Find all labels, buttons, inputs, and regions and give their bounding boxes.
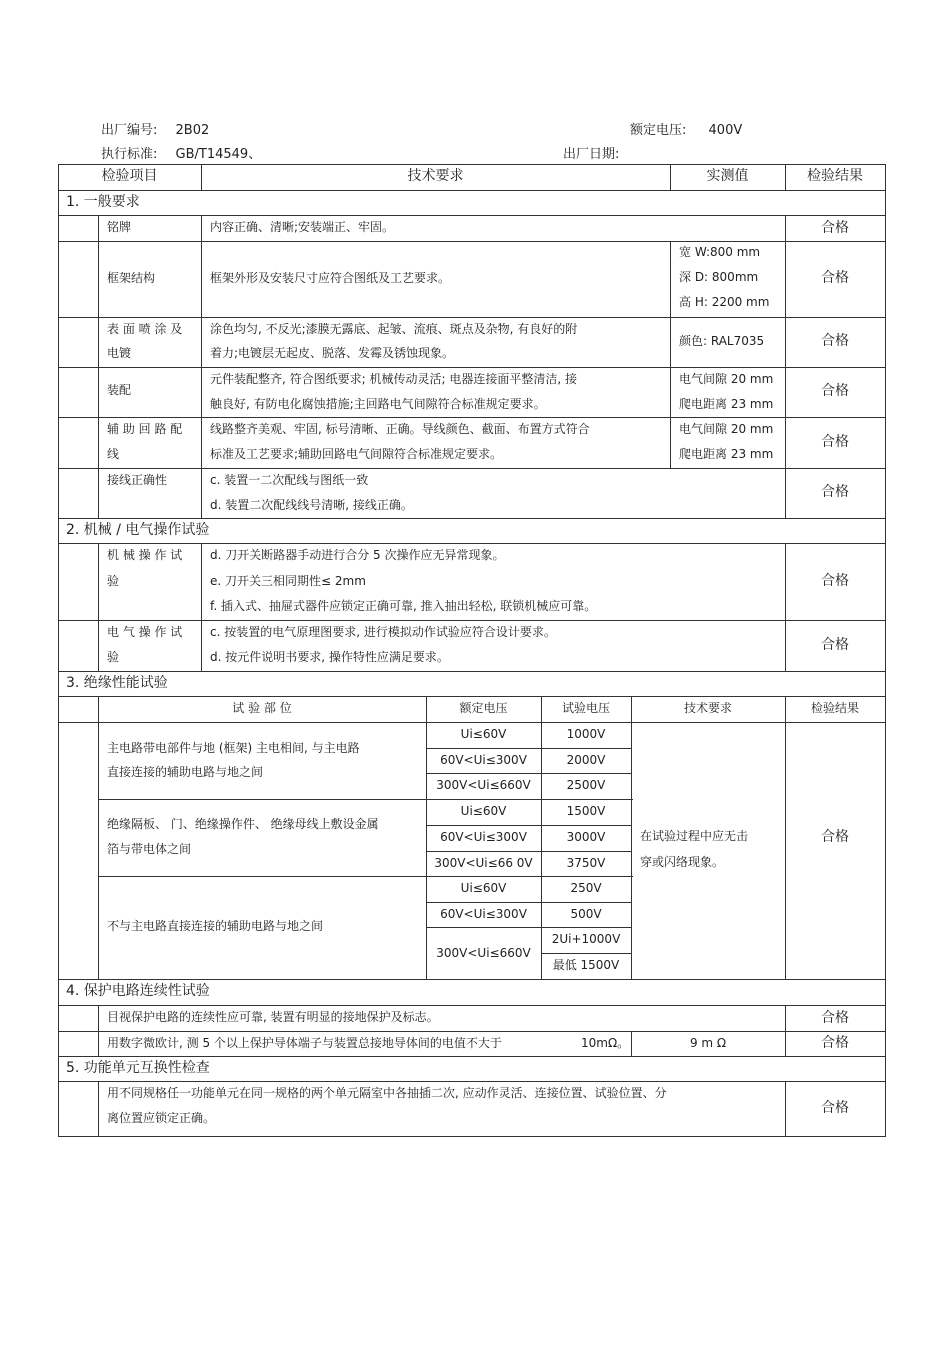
rated-voltage-row: [630, 119, 742, 138]
mech-op-req-1: d. 刀开关断路器手动进行合分 5 次操作应无异常现象。: [210, 548, 505, 562]
elec-op-label-2: 验: [107, 650, 120, 664]
insul-result: 合格: [821, 829, 849, 845]
elec-op-result: 合格: [821, 637, 849, 653]
wiring-correct-label: 接线正确性: [107, 473, 168, 487]
insul-g3-rated-1: Ui≤60V: [460, 881, 507, 895]
standard-value: GB/T14549、: [175, 147, 262, 162]
protect-measure-value: 9 m Ω: [689, 1036, 727, 1050]
mech-op-result: 合格: [821, 573, 849, 589]
section-4-title: 4. 保护电路连续性试验: [66, 983, 210, 999]
insul-head-result: 检验结果: [810, 701, 859, 715]
factory-no-value: 2B02: [175, 123, 210, 138]
col-head-result: 检验结果: [807, 168, 863, 184]
insul-g1-rated-2: 60V<Ui≤300V: [440, 753, 527, 767]
section-1-title: 1. 一般要求: [66, 194, 140, 210]
nameplate-req: 内容正确、清晰;安装端正、牢固。: [210, 220, 395, 234]
section-2-title: 2. 机械 / 电气操作试验: [66, 522, 210, 538]
mech-op-req-3: f. 插入式、抽屉式器件应锁定正确可靠, 推入抽出轻松, 联锁机械应可靠。: [210, 599, 597, 613]
frame-structure-label: 框架结构: [107, 271, 156, 285]
insul-g1-test-1: 1000V: [566, 727, 606, 741]
nameplate-result: 合格: [821, 220, 849, 236]
insul-g1-part-2: 直接连接的辅助电路与地之间: [107, 765, 264, 779]
coating-label-1: 表 面 喷 涂 及: [107, 322, 183, 336]
insul-g2-part-1: 绝缘隔板、 门、绝缘操作件、 绝缘母线上敷设金属: [107, 817, 379, 831]
interchange-req-1: 用不同规格任一功能单元在同一规格的两个单元隔室中各抽插二次, 应动作灵活、连接位置、试验位置、分: [107, 1086, 667, 1100]
insul-g2-test-1: 1500V: [566, 804, 606, 818]
interchange-result: 合格: [821, 1100, 849, 1116]
insul-req-2: 穿或闪络现象。: [640, 855, 725, 869]
insul-g3-test-2: 500V: [570, 907, 602, 921]
col-head-item: 检验项目: [101, 168, 158, 184]
coating-result: 合格: [821, 333, 849, 349]
insul-g2-test-2: 3000V: [566, 830, 606, 844]
frame-depth: 深 D: 800mm: [679, 270, 759, 284]
assembly-label: 装配: [107, 383, 132, 397]
insul-g2-rated-2: 60V<Ui≤300V: [440, 830, 527, 844]
assembly-result: 合格: [821, 383, 849, 399]
frame-structure-req: 框架外形及安装尺寸应符合图纸及工艺要求。: [210, 271, 451, 285]
coating-req-1: 涂色均匀, 不反光;漆膜无露底、起皱、流痕、斑点及杂物, 有良好的附: [210, 322, 578, 336]
protect-measure-req: 用数字微欧计, 测 5 个以上保护导体端子与装置总接地导体间的电值不大于: [107, 1036, 502, 1050]
aux-wiring-label-2: 线: [107, 447, 120, 461]
insul-req-1: 在试验过程中应无击: [640, 829, 749, 843]
protect-visual-result: 合格: [821, 1010, 849, 1026]
standard-label: 执行标准:: [101, 147, 158, 162]
protect-measure-limit: 10mΩ。: [581, 1036, 630, 1050]
insul-g3-rated-2: 60V<Ui≤300V: [440, 907, 527, 921]
insul-head-req: 技术要求: [683, 701, 732, 715]
insul-head-part: 试 验 部 位: [232, 701, 292, 715]
coating-req-2: 着力;电镀层无起皮、脱落、发霉及锈蚀现象。: [210, 346, 455, 360]
elec-op-label-1: 电 气 操 作 试: [107, 625, 183, 639]
aux-wiring-creepage: 爬电距离 23 mm: [679, 447, 774, 461]
wiring-correct-req-1: c. 装置一二次配线与图纸一致: [210, 473, 369, 487]
wiring-correct-req-2: d. 装置二次配线线号清晰, 接线正确。: [210, 498, 413, 512]
insul-g1-part-1: 主电路带电部件与地 (框架) 主电相间, 与主电路: [107, 741, 360, 755]
inspection-table: [58, 164, 886, 1137]
insul-g2-test-3: 3750V: [566, 856, 606, 870]
interchange-req-2: 离位置应锁定正确。: [107, 1111, 216, 1125]
insul-g3-rated-3: 300V<Ui≤660V: [436, 946, 531, 960]
protect-measure-result: 合格: [821, 1035, 849, 1051]
insul-g2-rated-3: 300V<Ui≤66 0V: [434, 856, 533, 870]
rated-voltage-value: 400V: [708, 123, 743, 138]
insul-g2-rated-1: Ui≤60V: [460, 804, 507, 818]
standard-row: [101, 143, 261, 162]
assembly-req-2: 触良好, 有防电化腐蚀措施;主回路电气间隙符合标准规定要求。: [210, 397, 546, 411]
factory-no-row: [101, 119, 209, 138]
elec-op-req-1: c. 按装置的电气原理图要求, 进行模拟动作试验应符合设计要求。: [210, 625, 556, 639]
wiring-correct-result: 合格: [821, 484, 849, 500]
rated-voltage-label: 额定电压:: [630, 123, 687, 138]
col-head-measured: 实测值: [706, 168, 749, 184]
insul-head-test: 试验电压: [561, 701, 610, 715]
aux-wiring-req-2: 标准及工艺要求;辅助回路电气间隙符合标准规定要求。: [210, 447, 503, 461]
aux-wiring-result: 合格: [821, 434, 849, 450]
aux-wiring-label-1: 辅 助 回 路 配: [107, 422, 183, 436]
insul-g3-part: 不与主电路直接连接的辅助电路与地之间: [107, 919, 324, 933]
insul-g3-test-3b: 最低 1500V: [552, 958, 620, 972]
insul-g1-rated-3: 300V<Ui≤660V: [436, 778, 531, 792]
aux-wiring-req-1: 线路整齐美观、牢固, 标号清晰、正确。导线颜色、截面、布置方式符合: [210, 422, 590, 436]
elec-op-req-2: d. 按元件说明书要求, 操作特性应满足要求。: [210, 650, 449, 664]
insul-g1-test-2: 2000V: [566, 753, 606, 767]
insul-g1-test-3: 2500V: [566, 778, 606, 792]
frame-width: 宽 W:800 mm: [679, 245, 761, 259]
section-3-title: 3. 绝缘性能试验: [66, 675, 168, 691]
protect-visual-req: 目视保护电路的连续性应可靠, 装置有明显的接地保护及标志。: [107, 1010, 439, 1024]
assembly-creepage: 爬电距离 23 mm: [679, 397, 774, 411]
coating-label-2: 电镀: [107, 346, 132, 360]
insul-g3-test-3a: 2Ui+1000V: [551, 932, 621, 946]
aux-wiring-clearance: 电气间隙 20 mm: [679, 422, 774, 436]
coating-color: 颜色: RAL7035: [679, 334, 765, 348]
insul-g3-test-1: 250V: [570, 881, 602, 895]
insul-g2-part-2: 箔与带电体之间: [107, 842, 192, 856]
mech-op-label-2: 验: [107, 574, 120, 588]
frame-structure-result: 合格: [821, 270, 849, 286]
factory-no-label: 出厂编号:: [101, 123, 158, 138]
frame-height: 高 H: 2200 mm: [679, 295, 770, 309]
insul-head-rated: 额定电压: [459, 701, 508, 715]
mech-op-req-2: e. 刀开关三相同期性≤ 2mm: [210, 574, 366, 588]
mech-op-label-1: 机 械 操 作 试: [107, 548, 183, 562]
section-5-title: 5. 功能单元互换性检查: [66, 1060, 210, 1076]
nameplate-label: 铭牌: [107, 220, 132, 234]
insul-g1-rated-1: Ui≤60V: [460, 727, 507, 741]
col-head-req: 技术要求: [407, 168, 464, 184]
assembly-req-1: 元件装配整齐, 符合图纸要求; 机械传动灵活; 电器连接面平整清洁, 接: [210, 372, 577, 386]
assembly-clearance: 电气间隙 20 mm: [679, 372, 774, 386]
date-label: 出厂日期:: [563, 147, 620, 162]
